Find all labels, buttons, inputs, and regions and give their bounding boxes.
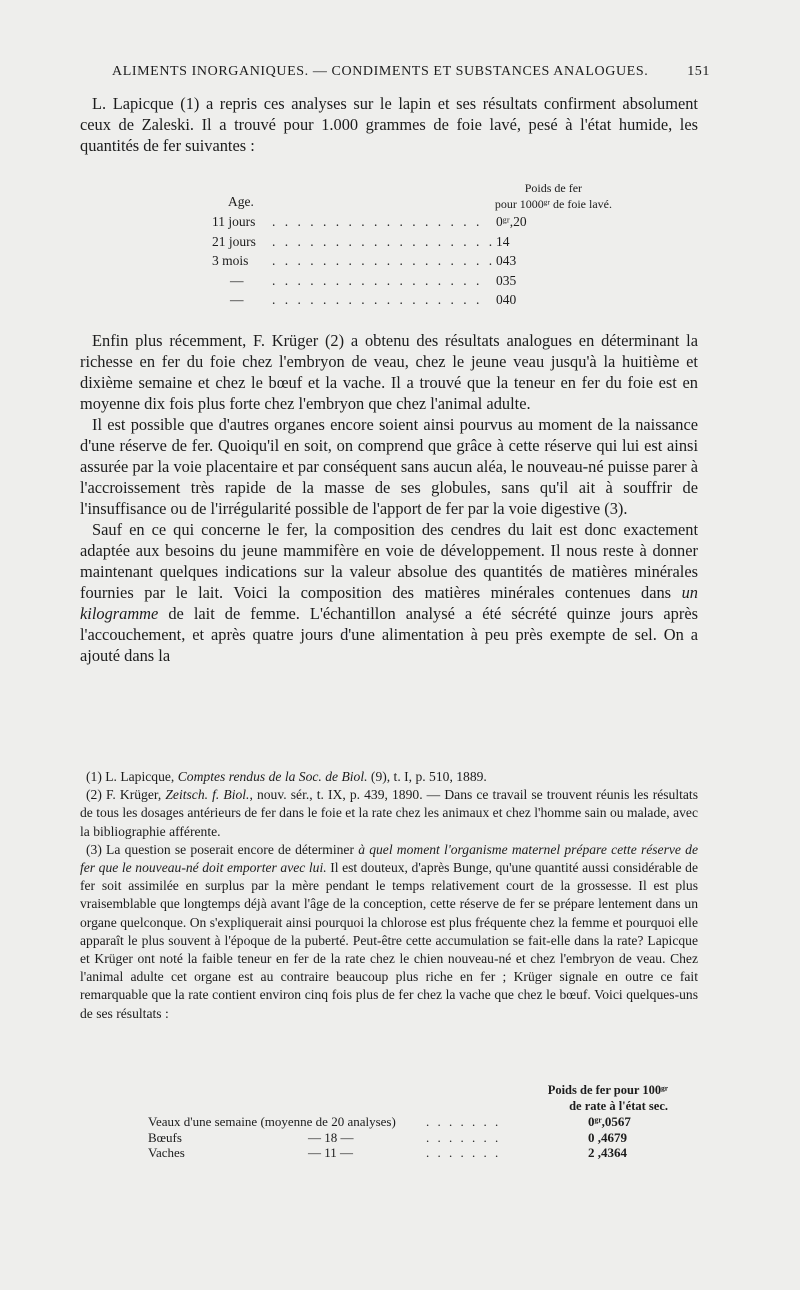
intro-paragraph xyxy=(80,93,698,156)
row-value: 2 ,4364 xyxy=(588,1145,627,1160)
fn2-a: (2) F. Krüger, xyxy=(86,787,166,803)
fn3-em: à quel moment l'organisme maternel prépare cette réserve de fer que le nouveau-né doit emporter avec lui. xyxy=(80,841,698,876)
leader-dots: . . . . . . . . . . . . . . . . . xyxy=(272,214,483,229)
row-value: 14 xyxy=(496,233,510,249)
leader-dots: . . . . . . . xyxy=(426,1129,501,1145)
row-value: 040 xyxy=(496,292,517,307)
fn1-a: (1) L. Lapicque, xyxy=(86,769,178,784)
table-row xyxy=(148,1130,708,1146)
spleen-header-line1: Poids de fer pour 100ᵍʳ xyxy=(547,1083,668,1097)
row-label: Vaches xyxy=(148,1145,185,1160)
table2-header xyxy=(148,1082,708,1114)
paragraph-kruger: Enfin plus récemment, F. Krüger (2) a obtenu des résultats analogues en déterminant la richesse en fer du foie chez l'embryon de veau, chez le jeune veau jusqu'à la huitième et dixième semaine et chez le bœuf et la vache. Il a trouvé que la teneur en fer du foie est en moyenne dix fois plus forte chez l'embryon que chez l'animal adulte. xyxy=(80,331,698,413)
row-value: 0 ,4679 xyxy=(588,1129,627,1145)
paragraph-milk xyxy=(80,519,698,666)
table-row xyxy=(212,214,612,234)
leader-dots: . . . . . . . . . . . . . . . . . xyxy=(272,292,483,307)
row-label: 11 jours xyxy=(212,214,256,229)
row-label: 3 mois xyxy=(212,253,249,268)
table-row xyxy=(212,292,612,312)
spleen-header-line2: de rate à l'état sec. xyxy=(569,1099,668,1113)
milk-text-a: Sauf en ce qui concerne le fer, la composition des cendres du lait est donc exactement adaptée aux besoins du jeune mammifère en voie de développement. Il nous reste à donner maintenant quelques indications sur la valeur absolue des quantités de matières minérales fournies par le lait. Voici la composition des matières minérales contenues dans xyxy=(80,520,698,602)
row-label: 21 jours xyxy=(212,233,256,249)
row-value: 0ᵍʳ,0567 xyxy=(588,1114,631,1129)
row-count: — 11 — xyxy=(308,1145,354,1160)
fn2-b: , nouv. sér., t. IX, p. 439, 1890. — Dans ce travail se trouvent réunis les résultats de tous les dosages antérieurs de fer dans le foie et la rate chez les animaux et chez l'homme sain ou malade, avec la bibliographie afférente. xyxy=(80,787,698,839)
row-label: — xyxy=(230,272,244,288)
table-row xyxy=(212,253,612,273)
row-label: Veaux d'une semaine (moyenne de 20 analyses) xyxy=(148,1114,396,1129)
row-value: 043 xyxy=(496,253,517,268)
footnote-1 xyxy=(80,768,698,786)
iron-header-line2: pour 1000ᵍʳ de foie lavé. xyxy=(494,197,612,211)
age-column-header: Age. xyxy=(228,194,254,209)
leader-dots: . . . . . . . xyxy=(426,1114,501,1129)
page-number: 151 xyxy=(687,64,710,79)
row-count: — 18 — xyxy=(308,1129,354,1145)
fn2-em: Zeitsch. f. Biol. xyxy=(165,787,250,803)
running-header xyxy=(112,64,712,80)
iron-header-line1: Poids de fer xyxy=(524,181,583,195)
leader-dots: . . . . . . . . . . . . . . . . . . xyxy=(272,233,496,249)
footnote-3 xyxy=(80,841,698,1023)
table-row xyxy=(212,273,612,293)
table-row xyxy=(212,234,612,254)
fn3-b: Il est douteux, d'après Bunge, qu'une quantité aussi considérable de fer soit assimilée en surplus par la mère pendant le temps relativement court de la grossesse. Il est plus vraisemblable que longtemps déjà avant l'âge de la conception, cette réserve de fer se prépare lentement dans un organe quelconque. On s'expliquerait ainsi pourquoi la chlorose est plus fréquente chez la femme et pourquoi elle apparaît le plus souvent à l'époque de la puberté. Peut-être cette accumulation se fait-elle dans la rate? Lapicque et Krüger ont noté la faible teneur en fer de la rate chez le chien nouveau-né et chez l'embryon de veau. Chez l'animal adulte cet organe est au contraire beaucoup plus riche en fer ; Krüger signale en outre ce fait remarquable que la rate contient environ cinq fois plus de fer chez la vache que chez le bœuf. Voici quelques-uns de ses résultats : xyxy=(80,860,698,1021)
table-row xyxy=(148,1114,708,1130)
iron-column-header xyxy=(495,180,612,212)
row-value: 0ᵍʳ,20 xyxy=(496,214,527,229)
liver-iron-table xyxy=(212,180,612,312)
fn1-b: (9), t. I, p. 510, 1889. xyxy=(367,769,487,784)
leader-dots: . . . . . . . . . . . . . . . . . . xyxy=(272,253,496,268)
row-label: Bœufs xyxy=(148,1129,182,1145)
fn3-a: (3) La question se poserait encore de déterminer xyxy=(86,841,359,857)
spleen-iron-table xyxy=(148,1082,708,1161)
milk-text-b: de lait de femme. L'échantillon analysé a été sécrété quinze jours après l'accouchement, et après quatre jours d'une alimentation à peu près exempte de sel. On a ajouté dans la xyxy=(80,604,698,665)
row-value: 035 xyxy=(496,272,517,288)
milk-text-emphasis: un kilogramme xyxy=(80,583,698,623)
intro-text: L. Lapicque (1) a repris ces analyses sur le lapin et ses résultats confirment absolument ceux de Zaleski. Il a trouvé pour 1.000 grammes de foie lavé, pesé à l'état humide, les quantités de fer suivantes : xyxy=(80,94,698,155)
leader-dots: . . . . . . . xyxy=(426,1145,501,1160)
table-row xyxy=(148,1145,708,1161)
leader-dots: . . . . . . . . . . . . . . . . . xyxy=(272,272,483,288)
header-title: ALIMENTS INORGANIQUES. — CONDIMENTS ET SUBSTANCES ANALOGUES. xyxy=(112,64,649,79)
footnotes xyxy=(80,768,698,1023)
paragraph-reserve: Il est possible que d'autres organes encore soient ainsi pourvus au moment de la naissance d'une réserve de fer. Quoiqu'il en soit, on comprend que grâce à cette réserve qui lui est ainsi assurée par la voie placentaire et par conséquent sans aucun aléa, le nouveau-né puisse parer à l'accroissement très rapide de la masse de ses globules, sans qu'il ait à souffrir de l'insuffisance ou de l'irrégularité possible de l'apport de fer par la voie digestive (3). xyxy=(80,415,698,518)
fn1-em: Comptes rendus de la Soc. de Biol. xyxy=(177,769,368,784)
main-text xyxy=(80,330,698,666)
footnote-2 xyxy=(80,786,698,841)
table1-header xyxy=(212,180,612,214)
row-label: — xyxy=(230,292,244,307)
